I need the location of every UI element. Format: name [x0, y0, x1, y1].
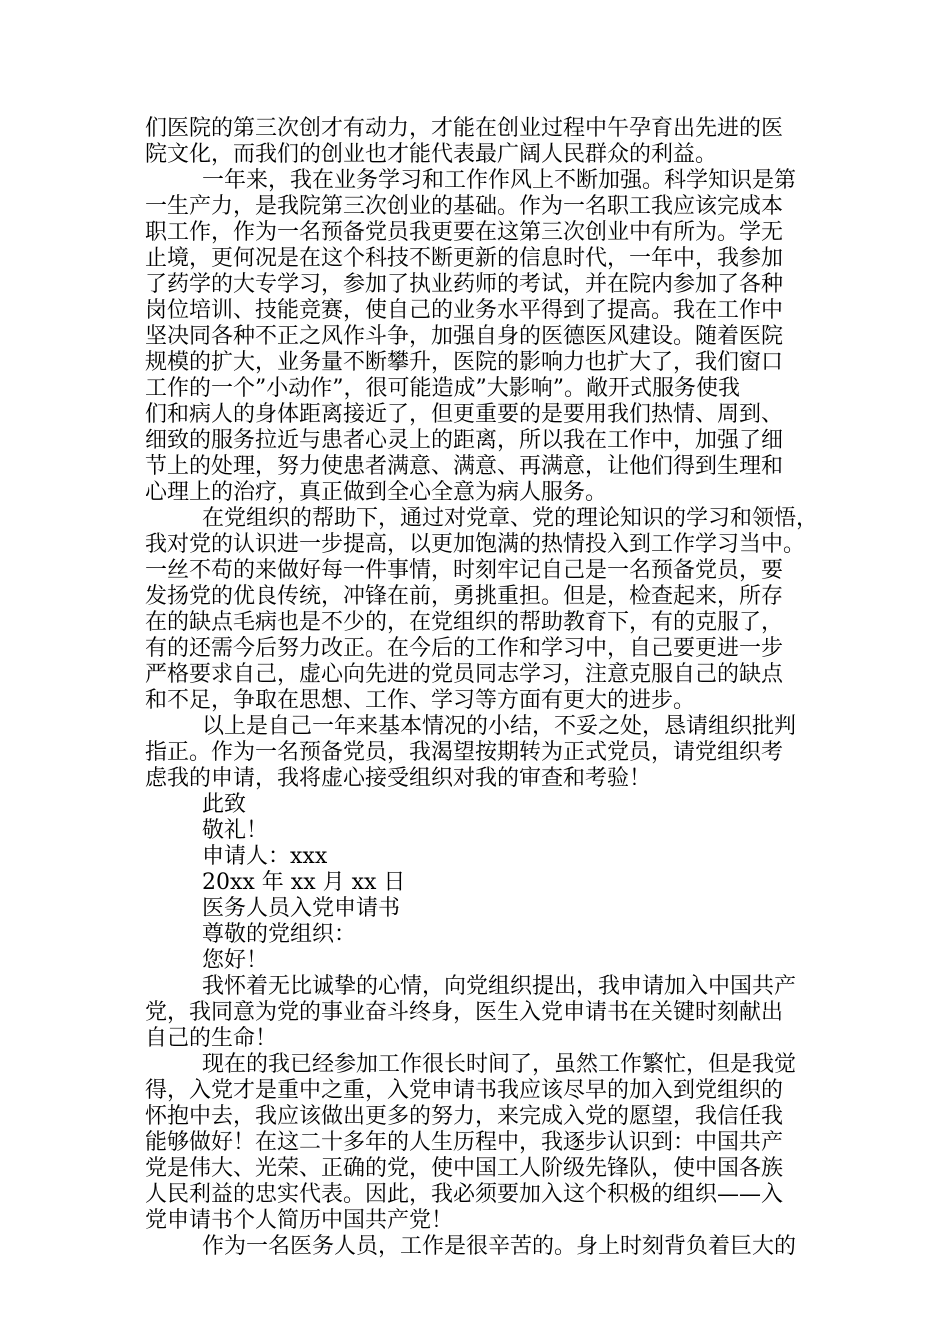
text-line: 发扬党的优良传统，冲锋在前，勇挑重担。但是，检查起来，所存	[145, 584, 784, 609]
text-line: 止境，更何况是在这个科技不断更新的信息时代，一年中，我参加	[145, 246, 784, 271]
text-line: 院文化，而我们的创业也才能代表最广阔人民群众的利益。	[145, 142, 718, 167]
text-line: 职工作，作为一名预备党员我更要在这第三次创业中有所为。学无	[145, 220, 784, 245]
text-line: 党，我同意为党的事业奋斗终身，医生入党申请书在关键时刻献出	[145, 1000, 784, 1025]
text-line: 党申请书个人简历中国共产党！	[145, 1208, 454, 1233]
text-line: 规模的扩大，业务量不断攀升，医院的影响力也扩大了，我们窗口	[145, 350, 784, 375]
text-line: 此致	[202, 792, 247, 817]
text-line: 党是伟大、光荣、正确的党，使中国工人阶级先锋队，使中国各族	[145, 1156, 784, 1181]
text-line: 敬礼！	[202, 818, 269, 843]
text-line: 自己的生命！	[145, 1026, 278, 1051]
text-line: 们和病人的身体距离接近了，但更重要的是要用我们热情、周到、	[145, 402, 784, 427]
text-line: 20xx 年 xx 月 xx 日	[202, 870, 406, 895]
text-line: 我怀着无比诚挚的心情，向党组织提出，我申请加入中国共产	[202, 974, 797, 999]
text-line: 了药学的大专学习，参加了执业药师的考试，并在院内参加了各种	[145, 272, 784, 297]
text-line: 节上的处理，努力使患者满意、满意、再满意，让他们得到生理和	[145, 454, 784, 479]
text-line: 一丝不苟的来做好每一件事情，时刻牢记自己是一名预备党员，要	[145, 558, 784, 583]
text-line: 和不足，争取在思想、工作、学习等方面有更大的进步。	[145, 688, 696, 713]
text-line: 作为一名医务人员，工作是很辛苦的。身上时刻背负着巨大的	[202, 1234, 797, 1259]
text-line: 在党组织的帮助下，通过对党章、党的理论知识的学习和领悟，	[202, 506, 819, 531]
text-line: 能够做好！在这二十多年的人生历程中，我逐步认识到：中国共产	[145, 1130, 784, 1155]
text-line: 细致的服务拉近与患者心灵上的距离，所以我在工作中，加强了细	[145, 428, 784, 453]
text-line: 坚决同各种不正之风作斗争，加强自身的医德医风建设。随着医院	[145, 324, 784, 349]
text-line: 们医院的第三次创才有动力，才能在创业过程中午孕育出先进的医	[145, 116, 784, 141]
text-line: 您好！	[202, 948, 269, 973]
text-line: 申请人：xxx	[202, 844, 328, 869]
text-line: 工作的一个”小动作”，很可能造成”大影响”。敞开式服务使我	[145, 376, 740, 401]
text-line: 心理上的治疗，真正做到全心全意为病人服务。	[145, 480, 608, 505]
text-line: 以上是自己一年来基本情况的小结，不妥之处，恳请组织批判	[202, 714, 797, 739]
text-line: 指正。作为一名预备党员，我渴望按期转为正式党员，请党组织考	[145, 740, 784, 765]
text-line: 在的缺点毛病也是不少的，在党组织的帮助教育下，有的克服了，	[145, 610, 784, 635]
text-line: 严格要求自己，虚心向先进的党员同志学习，注意克服自己的缺点	[145, 662, 784, 687]
text-line: 虑我的申请，我将虚心接受组织对我的审查和考验！	[145, 766, 652, 791]
text-line: 尊敬的党组织：	[202, 922, 357, 947]
document-body	[145, 116, 819, 1260]
text-line: 得，入党才是重中之重，入党申请书我应该尽早的加入到党组织的	[145, 1078, 784, 1103]
text-line: 有的还需今后努力改正。在今后的工作和学习中，自己要更进一步	[145, 636, 784, 661]
text-line: 我对党的认识进一步提高，以更加饱满的热情投入到工作学习当中。	[145, 532, 806, 557]
text-line: 医务人员入党申请书	[202, 896, 401, 921]
text-line: 一生产力，是我院第三次创业的基础。作为一名职工我应该完成本	[145, 194, 784, 219]
text-line: 人民利益的忠实代表。因此，我必须要加入这个积极的组织——入	[145, 1182, 784, 1207]
text-line: 怀抱中去，我应该做出更多的努力，来完成入党的愿望，我信任我	[145, 1104, 784, 1129]
text-line: 岗位培训、技能竞赛，使自己的业务水平得到了提高。我在工作中	[145, 298, 784, 323]
text-line: 一年来，我在业务学习和工作作风上不断加强。科学知识是第	[202, 168, 797, 193]
text-line: 现在的我已经参加工作很长时间了，虽然工作繁忙，但是我觉	[202, 1052, 797, 1077]
